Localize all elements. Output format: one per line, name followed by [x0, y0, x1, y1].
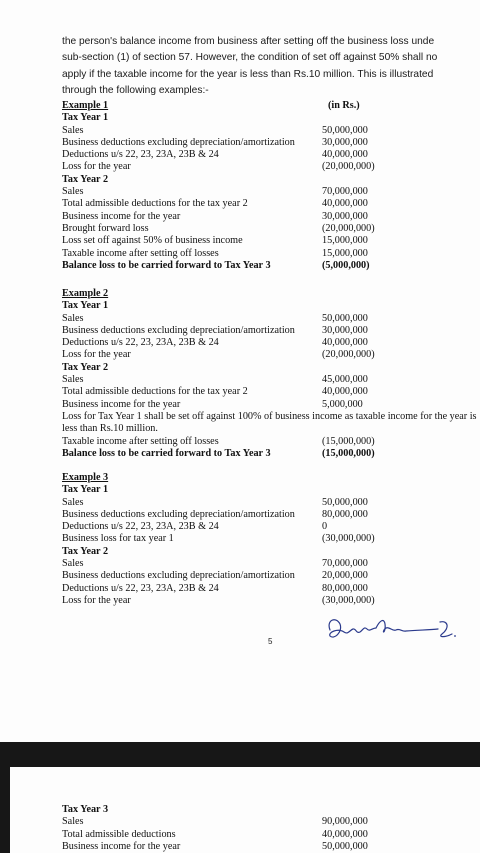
row-value: 80,000,000	[322, 582, 368, 594]
example-title-row	[62, 288, 480, 300]
table-row	[62, 186, 480, 198]
table-row	[62, 112, 480, 124]
table-row	[62, 484, 480, 496]
table-row	[62, 841, 480, 853]
table-row	[62, 161, 480, 173]
row-label: Sales	[62, 312, 84, 324]
table-row	[62, 386, 480, 398]
row-value: 90,000,000	[322, 816, 368, 828]
row-value: 40,000,000	[322, 828, 368, 840]
intro-line: the person's balance income from business after setting off the business loss unde	[62, 36, 435, 47]
row-value: 45,000,000	[322, 374, 368, 386]
table-row	[62, 137, 480, 149]
row-label: Loss set off against 50% of business income	[62, 235, 243, 247]
row-label: Tax Year 1	[62, 112, 109, 124]
row-label: Deductions u/s 22, 23, 23A, 23B & 24	[62, 521, 219, 533]
page-number: 5	[268, 637, 273, 646]
table-row	[62, 497, 480, 509]
row-label: Business deductions excluding depreciation/amortization	[62, 324, 295, 336]
row-label: Business deductions excluding depreciation/amortization	[62, 136, 295, 148]
row-value: 5,000,000	[322, 398, 363, 410]
table-row	[62, 399, 480, 411]
table-row	[62, 349, 480, 361]
row-label: Deductions u/s 22, 23, 23A, 23B & 24	[62, 149, 219, 161]
row-label: Total admissible deductions	[62, 828, 176, 840]
document-page-2	[10, 767, 480, 853]
example-title: Example 2	[62, 288, 109, 299]
table-row	[62, 211, 480, 223]
row-label: Business income for the year	[62, 398, 181, 410]
unit-label: (in Rs.)	[328, 100, 360, 111]
row-value: (20,000,000)	[322, 349, 375, 361]
intro-paragraph	[62, 34, 480, 99]
row-value: 50,000,000	[322, 124, 368, 136]
example-1	[62, 100, 480, 272]
row-label: Deductions u/s 22, 23, 23A, 23B & 24	[62, 582, 219, 594]
row-value: 80,000,000	[322, 508, 368, 520]
row-value: 30,000,000	[322, 324, 368, 336]
row-value: (30,000,000)	[322, 594, 375, 606]
row-value: 50,000,000	[322, 312, 368, 324]
row-label: Business deductions excluding depreciation/amortization	[62, 570, 295, 582]
row-value: 30,000,000	[322, 136, 368, 148]
row-value: 30,000,000	[322, 210, 368, 222]
table-row	[62, 546, 480, 558]
table-row	[62, 198, 480, 210]
intro-line: through the following examples:-	[62, 84, 209, 96]
intro-line: apply if the taxable income for the year is less than Rs.10 million. This is illustrated	[62, 68, 434, 80]
table-row	[62, 325, 480, 337]
row-label: Deductions u/s 22, 23, 23A, 23B & 24	[62, 337, 219, 349]
table-row	[62, 362, 480, 374]
row-value: 40,000,000	[322, 198, 368, 210]
row-value: 0	[322, 521, 328, 533]
table-row	[62, 174, 480, 186]
intro-line: sub-section (1) of section 57. However, the condition of set off against 50% shall no	[62, 52, 438, 64]
row-label: Sales	[62, 816, 84, 828]
example-note: Loss for Tax Year 1 shall be set off against 100% of business income as taxable income for the year is less than Rs.10 million.	[62, 410, 477, 435]
example-title: Example 3	[62, 472, 109, 483]
table-row	[62, 313, 480, 325]
row-label: Business deductions excluding depreciation/amortization	[62, 508, 295, 520]
row-label: Sales	[62, 186, 84, 198]
row-label: Total admissible deductions for the tax year 2	[62, 198, 248, 210]
row-label: Tax Year 2	[62, 361, 109, 373]
row-label: Loss for the year	[62, 594, 131, 606]
example-title-row	[62, 472, 480, 484]
table-row	[62, 570, 480, 582]
tax-year-3-section	[62, 804, 480, 853]
row-label: Tax Year 2	[62, 173, 109, 185]
table-row	[62, 436, 480, 448]
example-2	[62, 288, 480, 460]
row-value: 50,000,000	[322, 840, 368, 852]
row-value: 40,000,000	[322, 386, 368, 398]
row-label: Business loss for tax year 1	[62, 533, 174, 545]
row-label: Brought forward loss	[62, 222, 149, 234]
row-value: (20,000,000)	[322, 222, 375, 234]
table-row	[62, 149, 480, 161]
row-label: Sales	[62, 558, 84, 570]
row-value: 15,000,000	[322, 247, 368, 259]
table-row	[62, 509, 480, 521]
row-label: Total admissible deductions for the tax year 2	[62, 386, 248, 398]
table-row	[62, 374, 480, 386]
row-label: Business income for the year	[62, 840, 181, 852]
table-row	[62, 804, 480, 816]
row-label: Taxable income after setting off losses	[62, 435, 219, 447]
row-value: (15,000,000)	[322, 447, 375, 459]
table-row	[62, 595, 480, 607]
table-row	[62, 248, 480, 260]
example-3	[62, 472, 480, 607]
row-label: Tax Year 2	[62, 545, 109, 557]
table-row	[62, 300, 480, 312]
row-label: Tax Year 1	[62, 300, 109, 312]
row-label: Business income for the year	[62, 210, 181, 222]
table-row	[62, 223, 480, 235]
row-label: Loss for the year	[62, 161, 131, 173]
row-value: 70,000,000	[322, 186, 368, 198]
row-label: Balance loss to be carried forward to Tax Year 3	[62, 447, 271, 459]
table-row	[62, 583, 480, 595]
table-row	[62, 521, 480, 533]
table-row	[62, 448, 480, 460]
row-label: Tax Year 3	[62, 804, 109, 815]
row-label: Loss for the year	[62, 349, 131, 361]
row-label: Sales	[62, 124, 84, 136]
row-value: 40,000,000	[322, 149, 368, 161]
table-row	[62, 337, 480, 349]
table-row	[62, 125, 480, 137]
row-value: 70,000,000	[322, 558, 368, 570]
row-label: Taxable income after setting off losses	[62, 247, 219, 259]
row-value: 20,000,000	[322, 570, 368, 582]
row-value: 50,000,000	[322, 496, 368, 508]
example-title-row	[62, 100, 480, 112]
row-label: Balance loss to be carried forward to Tax Year 3	[62, 259, 271, 271]
row-value: (5,000,000)	[322, 259, 370, 271]
row-value: 15,000,000	[322, 235, 368, 247]
example-title: Example 1	[62, 100, 109, 111]
row-value: (30,000,000)	[322, 533, 375, 545]
row-label: Sales	[62, 496, 84, 508]
row-value: (15,000,000)	[322, 435, 375, 447]
table-row	[62, 235, 480, 247]
row-value: 40,000,000	[322, 337, 368, 349]
row-label: Tax Year 1	[62, 484, 109, 496]
table-row	[62, 829, 480, 841]
row-label: Sales	[62, 374, 84, 386]
table-row	[62, 533, 480, 545]
row-value: (20,000,000)	[322, 161, 375, 173]
table-row	[62, 816, 480, 828]
table-row	[62, 558, 480, 570]
signature	[322, 612, 462, 646]
table-row	[62, 260, 480, 272]
